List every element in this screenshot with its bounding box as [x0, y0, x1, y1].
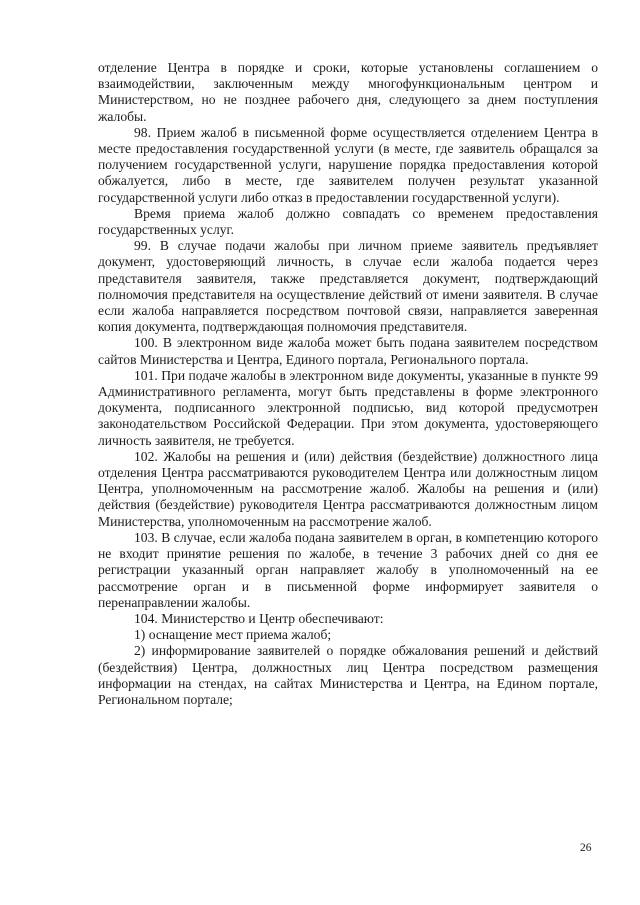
- paragraph-reception-time: Время приема жалоб должно совпадать со временем предоставления государственных услуг.: [98, 205, 598, 238]
- paragraph-100: 100. В электронном виде жалоба может быть подана заявителем посредством сайтов Министерства и Центра, Единого портала, Регионального портала.: [98, 335, 598, 367]
- list-item-2: 2) информирование заявителей о порядке обжалования решений и действий (бездействия) Центра, должностных лиц Центра посредством размещения информации на стендах, на сайтах Министерства и Центра, на Едином портале, Региональном портале;: [98, 643, 598, 707]
- paragraph-99: 99. В случае подачи жалобы при личном приеме заявитель предъявляет документ, удостоверяющий личность, в случае если жалоба подается через представителя заявителя, также представляется документ, подтверждающий полномочия представителя на осуществление действий от имени заявителя. В случае если жалоба направляется посредством почтовой связи, направляется заверенная копия документа, подтверждающая полномочия представителя.: [98, 238, 598, 335]
- paragraph-104: 104. Министерство и Центр обеспечивают:: [134, 610, 384, 626]
- paragraph-102: 102. Жалобы на решения и (или) действия (бездействие) должностного лица отделения Центра рассматриваются руководителем Центра или должностным лицом Центра, уполномоченным на рассмотрение жалоб. Жалобы на решения и (или) действия (бездействие) руководителя Центра рассматриваются должностным лицом Министерства, уполномоченным на рассмотрение жалоб.: [98, 448, 598, 529]
- page-number: 26: [580, 842, 592, 854]
- list-item-1: 1) оснащение мест приема жалоб;: [134, 627, 332, 643]
- paragraph-101: 101. При подаче жалобы в электронном виде документы, указанные в пункте 99 Административного регламента, могут быть представлены в форме электронного документа, подписанного электронной подписью, вид которой предусмотрен законодательством Российской Федерации. При этом документа, удостоверяющего личность заявителя, не требуется.: [98, 367, 598, 448]
- paragraph-103: 103. В случае, если жалоба подана заявителем в орган, в компетенцию которого не входит принятие решения по жалобе, в течение 3 рабочих дней со дня ее регистрации указанный орган направляет жалобу в уполномоченный на ее рассмотрение орган и в письменной форме информирует заявителя о перенаправлении жалобы.: [98, 529, 598, 610]
- paragraph-continuation: отделение Центра в порядке и сроки, которые установлены соглашением о взаимодействии, заключенным между многофункциональным центром и Министерством, но не позднее рабочего дня, следующего за днем поступления жалобы.: [98, 60, 598, 124]
- document-body: [98, 60, 598, 708]
- paragraph-98: 98. Прием жалоб в письменной форме осуществляется отделением Центра в месте предоставления государственной услуги (в месте, где заявитель обращался за получением государственной услуги, нарушение порядка предоставления которой обжалуется, либо в месте, где заявителем получен результат указанной государственной услуги либо отказ в предоставлении государственной услуги).: [98, 124, 598, 205]
